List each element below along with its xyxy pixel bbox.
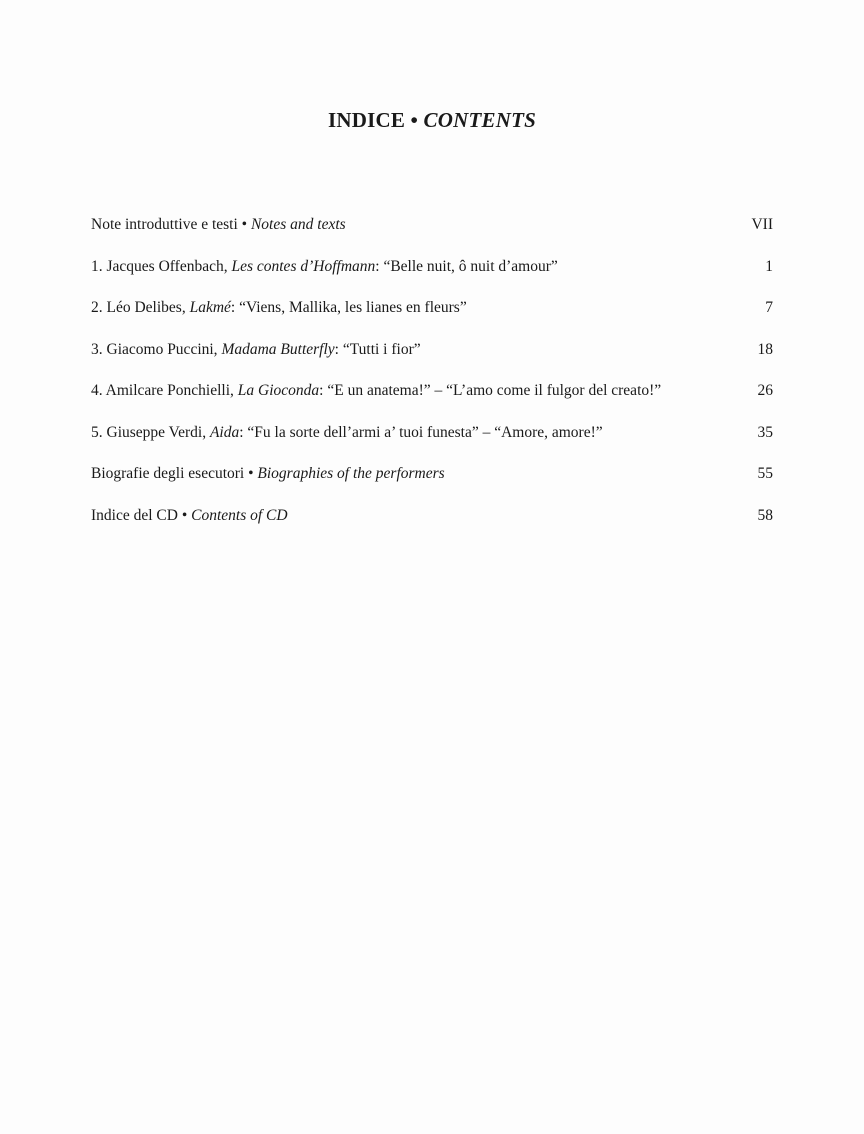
toc-entry-title	[91, 256, 558, 278]
toc-entry-page-number: VII	[751, 216, 773, 233]
toc-entry-italic-text: Contents of CD	[191, 506, 288, 524]
toc-entry-text: 3. Giacomo Puccini,	[91, 340, 222, 358]
toc-entry-text: 1. Jacques Offenbach,	[91, 257, 232, 275]
toc-entry-page-number: 26	[757, 382, 773, 399]
toc-entry-page-number: 7	[765, 299, 773, 316]
toc-entry-text: Biografie degli esecutori •	[91, 465, 258, 482]
toc-entry-italic-text: Aida	[209, 423, 240, 441]
toc-entry-text: : “Fu la sorte dell’armi a’ tuoi funesta” – “Amore, amore!”	[239, 423, 603, 441]
toc-entry-italic-text: Les contes d’Hoffmann	[231, 257, 376, 275]
toc-entry-title	[91, 422, 603, 444]
toc-entry-title	[91, 214, 346, 236]
toc-entry-title	[91, 339, 421, 361]
toc-entry-text: : “Viens, Mallika, les lianes en fleurs”	[230, 299, 467, 316]
toc-entry	[91, 505, 773, 547]
toc-entry-text: 4. Amilcare Ponchielli,	[91, 382, 238, 399]
toc-entry-text: : “Belle nuit, ô nuit d’amour”	[375, 257, 558, 275]
table-of-contents	[91, 214, 773, 546]
toc-entry-text: 5. Giuseppe Verdi,	[91, 423, 210, 441]
page-title	[0, 108, 864, 133]
toc-entry	[91, 463, 773, 505]
toc-entry	[91, 297, 773, 339]
title-english: CONTENTS	[423, 108, 536, 132]
toc-entry	[91, 422, 773, 464]
title-separator: •	[405, 108, 424, 132]
toc-entry-title	[91, 297, 467, 319]
toc-entry	[91, 214, 773, 256]
toc-entry	[91, 380, 773, 422]
toc-entry-text: : “E un anatema!” – “L’amo come il fulgor del creato!”	[319, 382, 662, 399]
toc-entry-page-number: 18	[757, 340, 773, 358]
toc-entry-title	[91, 505, 288, 527]
title-main: INDICE	[328, 108, 406, 132]
toc-entry-text: Note introduttive e testi •	[91, 216, 251, 233]
toc-entry-title	[91, 380, 661, 402]
toc-entry-page-number: 55	[757, 465, 773, 482]
toc-entry	[91, 339, 773, 381]
toc-entry-page-number: 58	[757, 506, 773, 524]
toc-entry-page-number: 35	[757, 423, 773, 441]
toc-entry-text: 2. Léo Delibes,	[91, 299, 190, 316]
toc-entry	[91, 256, 773, 298]
toc-entry-italic-text: Madama Butterfly	[221, 340, 335, 358]
toc-entry-page-number: 1	[765, 257, 773, 275]
toc-entry-text: : “Tutti i fior”	[334, 340, 421, 358]
toc-entry-italic-text: La Gioconda	[237, 382, 320, 399]
toc-entry-italic-text: Biographies of the performers	[257, 465, 445, 482]
toc-entry-italic-text: Notes and texts	[250, 216, 346, 233]
toc-entry-italic-text: Lakmé	[189, 299, 231, 316]
toc-entry-text: Indice del CD •	[91, 506, 192, 524]
toc-entry-title	[91, 463, 445, 485]
